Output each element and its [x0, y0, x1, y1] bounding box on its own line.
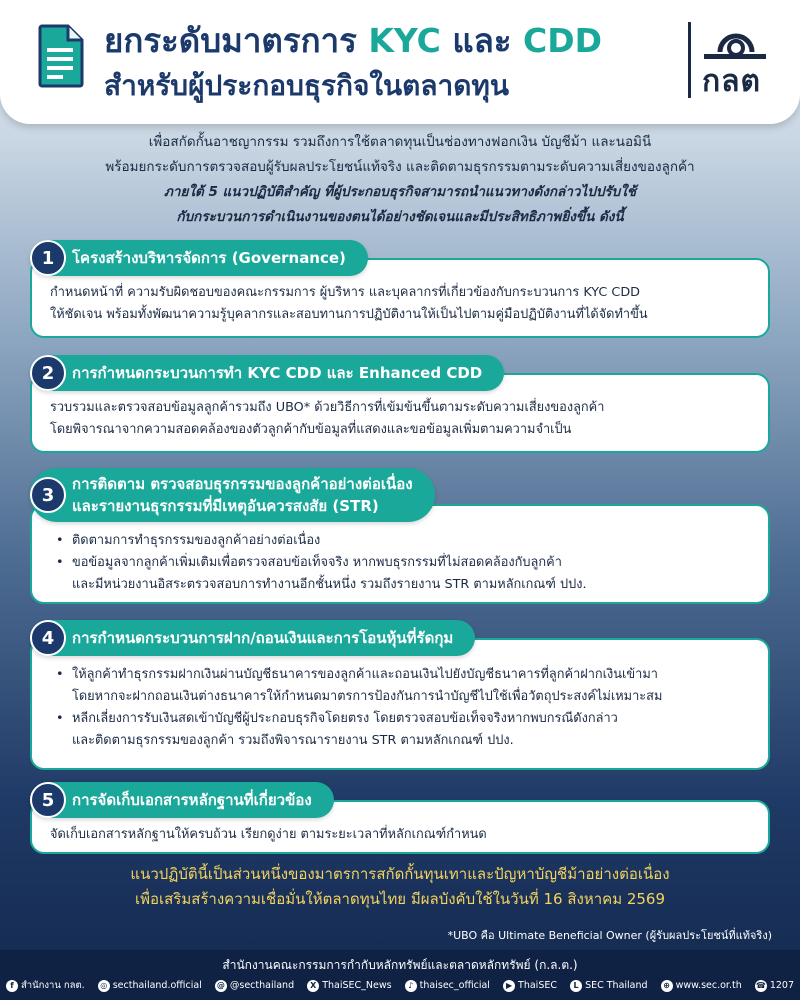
- social-link-x[interactable]: [307, 980, 391, 992]
- title-kyc: KYC: [368, 21, 441, 60]
- title-cdd: CDD: [523, 21, 603, 60]
- social-link-threads[interactable]: [215, 980, 294, 992]
- section-body: [30, 638, 770, 770]
- section-number: 2: [30, 355, 66, 391]
- page-title: [104, 14, 602, 67]
- bullet-item: • ติดตามการทำธุรกรรมของลูกค้าอย่างต่อเนื่อง: [50, 530, 750, 552]
- closing-line2: เพื่อเสริมสร้างความเชื่อมั่นให้ตลาดทุนไทย มีผลบังคับใช้ในวันที่ 16 สิงหาคม 2569: [134, 890, 666, 908]
- section-title: การกำหนดกระบวนการทำ KYC CDD และ Enhanced CDD: [30, 355, 504, 391]
- intro-line2: พร้อมยกระดับการตรวจสอบผู้รับผลประโยชน์แท้จริง และติดตามธุรกรรมตามระดับความเสี่ยงของลูกค้า: [105, 159, 695, 175]
- intro-text: [40, 130, 760, 230]
- footnote: *UBO คือ Ultimate Beneficial Owner (ผู้รับผลประโยชน์ที่แท้จริง): [447, 929, 772, 942]
- social-link-tiktok[interactable]: [405, 980, 490, 992]
- body-line: โดยพิจารณาจากความสอดคล้องของตัวลูกค้ากับข้อมูลที่แสดงและขอข้อมูลเพิ่มตามความจำเป็น: [50, 422, 572, 437]
- intro-line4: กับกระบวนการดำเนินงานของตนได้อย่างชัดเจนและมีประสิทธิภาพยิ่งขึ้น ดังนี้: [176, 209, 624, 225]
- body-line: จัดเก็บเอกสารหลักฐานให้ครบถ้วน เรียกดูง่าย ตามระยะเวลาที่หลักเกณฑ์กำหนด: [50, 827, 487, 842]
- bullet-list: [50, 664, 750, 752]
- section-title-line2: และรายงานธุรกรรมที่มีเหตุอันควรสงสัย (STR): [72, 497, 379, 515]
- section-title: การกำหนดกระบวนการฝาก/ถอนเงินและการโอนหุ้นที่รัดกุม: [30, 620, 475, 656]
- section-number: 1: [30, 240, 66, 276]
- globe-icon: ⊕: [661, 980, 673, 992]
- social-link-phone[interactable]: [755, 980, 794, 992]
- footer-org-name: สำนักงานคณะกรรมการกำกับหลักทรัพย์และตลาดหลักทรัพย์ (ก.ล.ต.): [222, 958, 578, 972]
- social-links: [6, 978, 794, 993]
- social-label: SEC Thailand: [585, 980, 648, 991]
- social-link-line[interactable]: [570, 980, 647, 992]
- section-number: 3: [30, 477, 66, 513]
- intro-line3: ภายใต้ 5 แนวปฏิบัติสำคัญ ที่ผู้ประกอบธุรกิจสามารถนำแนวทางดังกล่าวไปปรับใช้: [164, 184, 636, 200]
- phone-icon: ☎: [755, 981, 766, 990]
- line-icon: L: [570, 980, 582, 992]
- closing-line1: แนวปฏิบัตินี้เป็นส่วนหนึ่งของมาตรการสกัดกั้นทุนเทาและปัญหาบัญชีม้าอย่างต่อเนื่อง: [130, 865, 670, 883]
- x-icon: X: [307, 980, 319, 992]
- intro-line1: เพื่อสกัดกั้นอาชญากรรม รวมถึงการใช้ตลาดทุนเป็นช่องทางฟอกเงิน บัญชีม้า และนอมินี: [148, 134, 652, 150]
- body-line: กำหนดหน้าที่ ความรับผิดชอบของคณะกรรมการ ผู้บริหาร และบุคลากรที่เกี่ยวข้องกับกระบวนการ KYC CDD: [50, 285, 641, 300]
- bullet-item: • หลีกเลี่ยงการรับเงินสดเข้าบัญชีผู้ประกอบธุรกิจโดยตรง โดยตรวจสอบข้อเท็จจริงหากพบกรณีดังกล่าว และติดตามธุรกรรมของลูกค้า รวมถึงพิจารณารายงาน STR ตามหลักเกณฑ์ ปปง.: [50, 708, 750, 752]
- header-divider: [688, 22, 691, 98]
- header-card: [0, 0, 800, 124]
- section-title: โครงสร้างบริหารจัดการ (Governance): [30, 240, 368, 276]
- closing-statement: [40, 862, 760, 912]
- social-link-youtube[interactable]: [503, 980, 557, 992]
- social-label: @secthailand: [229, 980, 295, 991]
- social-label: thaisec_official: [419, 980, 490, 991]
- social-link-facebook[interactable]: [6, 978, 85, 993]
- social-link-instagram[interactable]: [98, 980, 202, 992]
- body-line: ให้ชัดเจน พร้อมทั้งพัฒนาความรู้บุคลากรและสอบทานการปฏิบัติงานให้เป็นไปตามคู่มือปฏิบัติงานที่ได้จัดทำขึ้น: [50, 307, 648, 322]
- section-title: การจัดเก็บเอกสารหลักฐานที่เกี่ยวข้อง: [30, 782, 334, 818]
- social-label: secthailand.official: [112, 980, 202, 991]
- bullet-item: • ขอข้อมูลจากลูกค้าเพิ่มเติมเพื่อตรวจสอบข้อเท็จจริง หากพบธุรกรรมที่ไม่สอดคล้องกับลูกค้า และมีหน่วยงานอิสระตรวจสอบการทำงานอีกชั้นหนึ่ง รวมถึงรายงาน STR ตามหลักเกณฑ์ ปปง.: [50, 552, 750, 596]
- social-label: 1207: [769, 980, 794, 991]
- threads-icon: @: [216, 981, 225, 990]
- sec-logo-text: กลต: [702, 64, 762, 99]
- page-subtitle: สำหรับผู้ประกอบธุรกิจในตลาดทุน: [104, 69, 510, 102]
- title-part2: และ: [440, 21, 524, 60]
- social-label: ThaiSEC: [518, 980, 557, 991]
- sec-logo-icon: [700, 22, 770, 62]
- social-label: www.sec.or.th: [675, 980, 742, 991]
- social-link-globe[interactable]: [661, 980, 742, 992]
- instagram-icon: ◎: [98, 980, 110, 992]
- section-number: 4: [30, 620, 66, 656]
- body-line: รวบรวมและตรวจสอบข้อมูลลูกค้ารวมถึง UBO* ด้วยวิธีการที่เข้มข้นขึ้นตามระดับความเสี่ยงของลูกค้า: [50, 400, 605, 415]
- bullet-list: [50, 530, 750, 596]
- title-part1: ยกระดับมาตรการ: [104, 21, 369, 60]
- tiktok-icon: ♪: [405, 980, 417, 992]
- document-icon: [36, 24, 84, 88]
- youtube-icon: ▶: [503, 980, 515, 992]
- facebook-icon: f: [6, 980, 18, 992]
- social-label: สำนักงาน กลต.: [21, 980, 85, 991]
- social-label: ThaiSEC_News: [322, 980, 392, 991]
- section-number: 5: [30, 782, 66, 818]
- section-title: [30, 468, 435, 522]
- bullet-item: • ให้ลูกค้าทำธุรกรรมฝากเงินผ่านบัญชีธนาคารของลูกค้าและถอนเงินไปยังบัญชีธนาคารที่ลูกค้าฝากเงินเข้ามา โดยหากจะฝากถอนเงินต่างธนาคารให้กำหนดมาตรการป้องกันการนำบัญชีไปใช้เพื่อวัตถุประสงค์ไม่เหมาะสม: [50, 664, 750, 708]
- section-title-line1: การติดตาม ตรวจสอบธุรกรรมของลูกค้าอย่างต่อเนื่อง: [72, 475, 413, 493]
